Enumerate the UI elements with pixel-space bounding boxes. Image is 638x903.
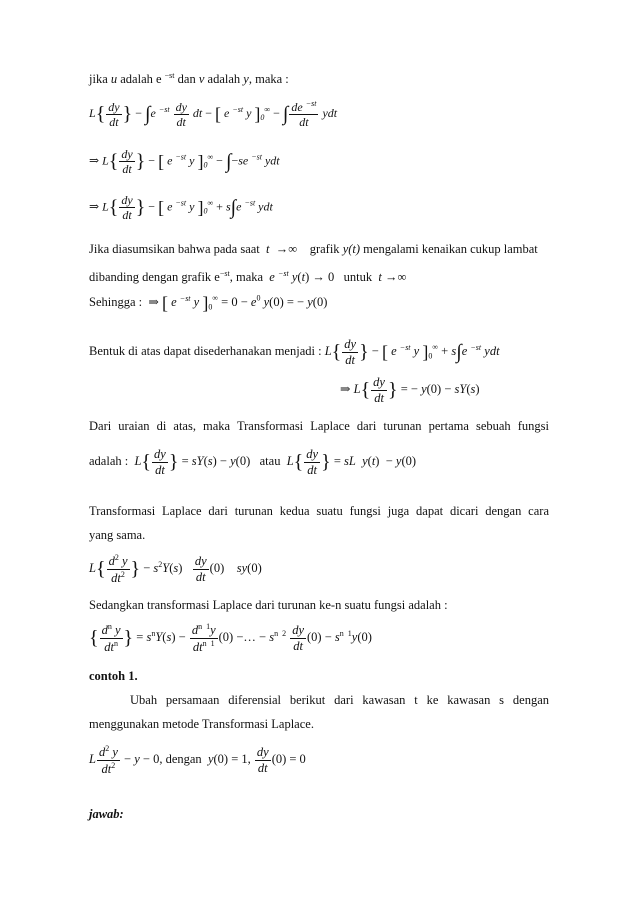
soal-equation: L $\frac{d^2 y}{dt^2}$ − y − 0, dengan y(0) = 1, $\frac{dy}{dt}$ (0) = 0	[89, 744, 306, 776]
equation-3: ⇒ L{ $\frac{dy}{dt}$ } − [ e $^{-st}$ y ]$_0^\infty + s\int e$ $^{-st}$ ydt	[89, 193, 273, 222]
simplify-line: Bentuk di atas dapat disederhanakan menjadi : L{ $\frac{dy}{dt}$ } − [ e $^{-st}$ y ]$_0^\infty + s\int e$ $^{-st}$ ydt	[89, 337, 500, 367]
ken-equation: { $\frac{d^n y}{dt^n}$ } = $s^nY(s)$ − $\frac{d^{n 1}y}{dt^{n 1}}$ (0) −… − $s^{n 2}$ $\frac{dy}{dt}$ $(0) - s^{n 1}y(0)$	[89, 622, 372, 654]
assumption-line-2: dibanding dengan grafik $e^{-st}$, maka e $^{-st}$ y(t) → 0 untuk t →∞	[89, 269, 407, 285]
ubah-line-2: menggunakan metode Transformasi Laplace.	[89, 717, 314, 731]
contoh-heading: contoh 1.	[89, 669, 138, 683]
ubah-line-1: Ubah persamaan diferensial berikut dari kawasan t ke kawasan s dengan	[130, 693, 549, 707]
equation-2: ⇒ L{ $\frac{dy}{dt}$ } − [ e $^{-st}$ y ]$_0^\infty - \int-se$ $^{-st}$ ydt	[89, 147, 280, 176]
assumption-line-1: Jika diasumsikan bahwa pada saat t →∞ grafik y(t) mengalami kenaikan cukup lambat	[89, 242, 538, 256]
kedua-line-1: Transformasi Laplace dari turunan kedua suatu fungsi juga dapat dicari dengan cara	[89, 504, 549, 518]
kedua-equation: L{ $\frac{d^2 y}{dt^2}$ } − $s^2Y(s)$ $\frac{dy}{dt}$ (0) sy(0)	[89, 553, 262, 585]
ken-label: Sedangkan transformasi Laplace dari turunan ke-n suatu fungsi adalah :	[89, 598, 448, 612]
intro-line: jika u adalah e $^{-st}$ dan v adalah y, maka :	[89, 71, 289, 87]
simplify-result: ⇒ L{ $\frac{dy}{dt}$ } = − y(0) − sY(s)	[340, 375, 480, 405]
equation-1: L{ $\frac{dy}{dt}$ } − ∫e $^{-st}$ $\frac{dy}{dt}$ dt − [ e $^{-st}$ y ]$_0^\infty$ − ∫ $\frac{de ^{-st}}{dt}$ ydt	[89, 99, 338, 129]
sehingga-line: Sehingga : ⇒ [ e $^{-st}$ y ]$_0^\infty = 0 - e^0$ y(0) = − y(0)	[89, 293, 328, 313]
adalah-line: adalah : L{ $\frac{dy}{dt}$ } = sY(s) − y(0) atau L{ $\frac{dy}{dt}$ } = sL y(t) − y(0)	[89, 447, 417, 477]
uraian-line: Dari uraian di atas, maka Transformasi Laplace dari turunan pertama sebuah fungsi	[89, 419, 549, 433]
jawab-heading: jawab:	[89, 807, 124, 821]
kedua-line-2: yang sama.	[89, 528, 146, 542]
